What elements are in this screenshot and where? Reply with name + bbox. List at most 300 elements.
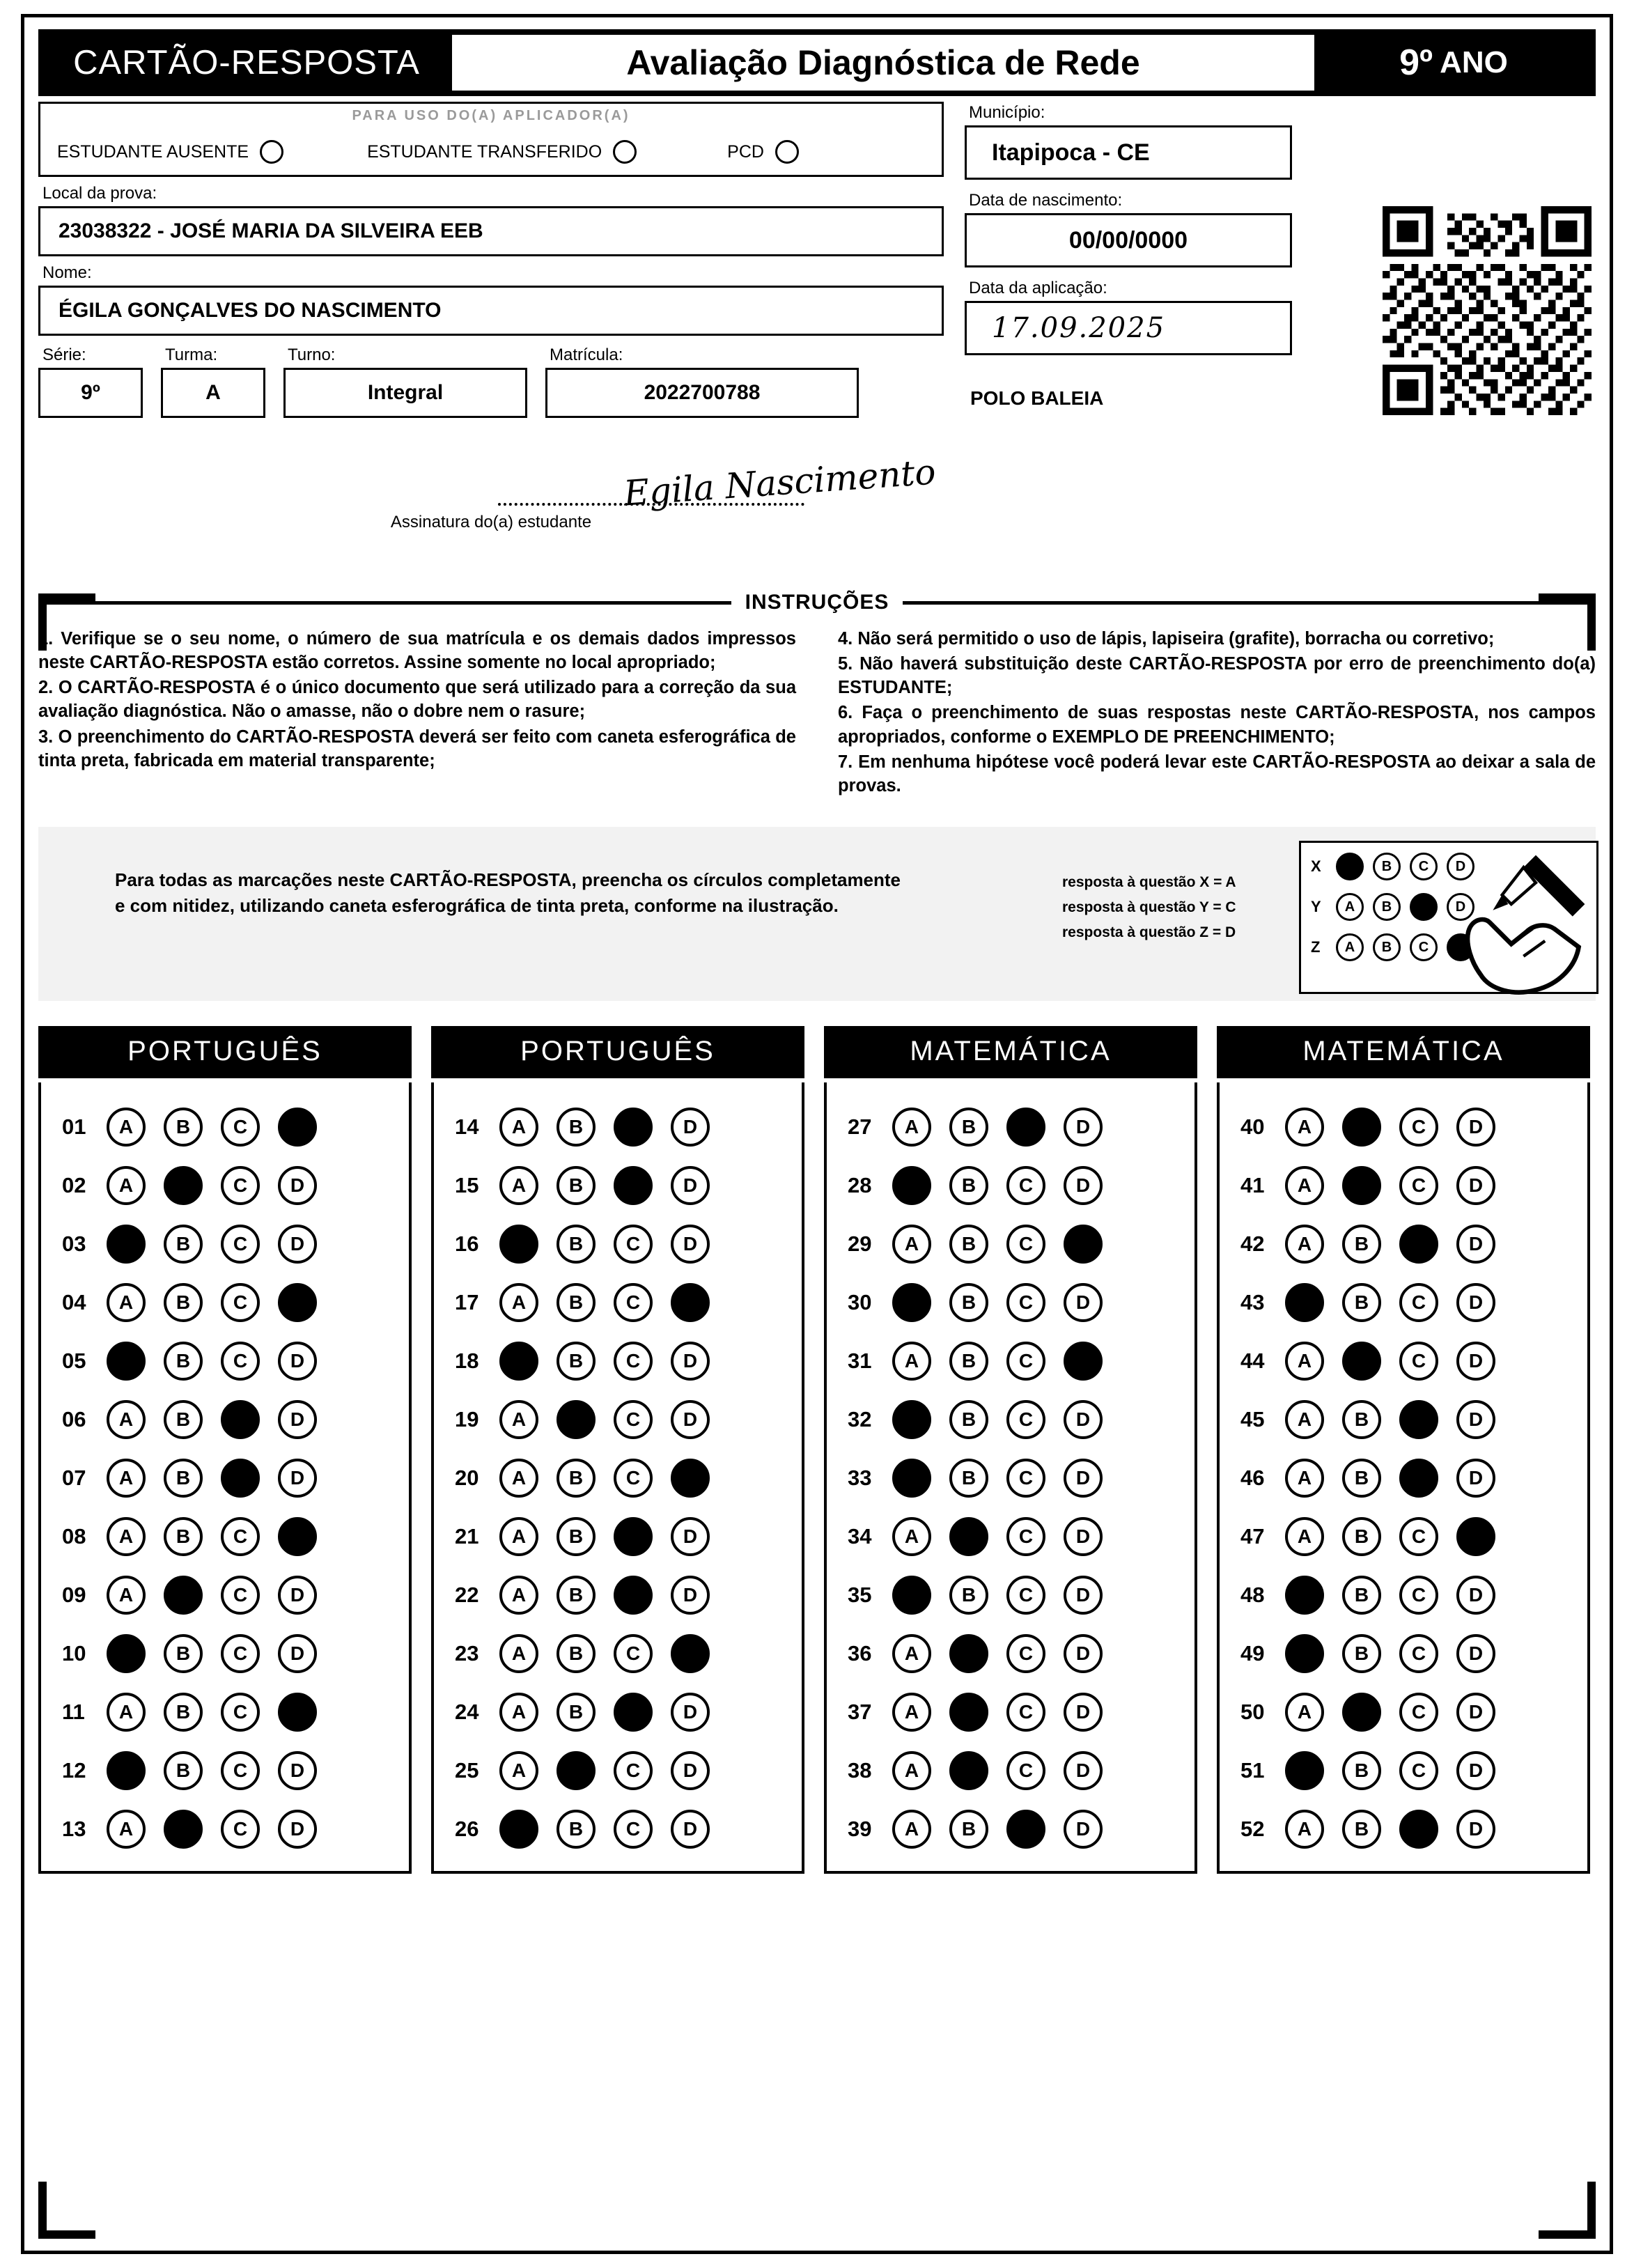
answer-bubble-d[interactable]: D (1456, 1634, 1495, 1673)
answer-bubble-d[interactable] (1064, 1342, 1103, 1381)
answer-bubble-b[interactable]: B (557, 1459, 596, 1498)
answer-bubble-d[interactable] (278, 1108, 317, 1147)
answer-bubble-a[interactable]: A (499, 1400, 538, 1439)
answer-bubble-a[interactable] (1285, 1751, 1324, 1790)
answer-bubble-a[interactable] (1285, 1576, 1324, 1615)
question-number: 28 (848, 1173, 872, 1198)
answer-bubble-c[interactable]: C (1006, 1225, 1045, 1264)
answer-bubble-a[interactable]: A (499, 1576, 538, 1615)
answer-row (41, 1800, 409, 1858)
answer-bubble-a[interactable]: A (892, 1751, 931, 1790)
instruction-item: 6. Faça o preenchimento de suas respostas neste CARTÃO-RESPOSTA, nos campos apropriados, conforme o EXEMPLO DE PREENCHIMENTO; (838, 703, 1596, 747)
answer-bubble-c[interactable]: C (221, 1810, 260, 1849)
answer-bubble-a[interactable] (499, 1810, 538, 1849)
answer-bubble-a[interactable]: A (1285, 1166, 1324, 1205)
matricula-value: 2022700788 (545, 368, 859, 418)
answer-bubble-c[interactable]: C (1399, 1751, 1438, 1790)
question-number: 47 (1240, 1524, 1265, 1549)
nome-value: ÉGILA GONÇALVES DO NASCIMENTO (38, 286, 944, 336)
answer-bubble-d[interactable]: D (1064, 1517, 1103, 1556)
answer-row (1220, 1215, 1587, 1273)
answer-bubble-a[interactable] (1285, 1283, 1324, 1322)
answer-bubble-d[interactable]: D (278, 1400, 317, 1439)
answer-bubble-b[interactable] (557, 1751, 596, 1790)
answer-bubble-d[interactable] (1456, 1517, 1495, 1556)
answer-bubble-d[interactable]: D (1456, 1751, 1495, 1790)
answer-bubble-a[interactable] (107, 1634, 146, 1673)
question-number: 17 (455, 1290, 479, 1315)
example-row-label: X (1311, 857, 1321, 876)
answer-bubble-b[interactable]: B (164, 1634, 203, 1673)
answer-bubble-a[interactable] (892, 1459, 931, 1498)
answer-bubble-d[interactable]: D (278, 1342, 317, 1381)
answer-bubble-c[interactable]: C (1006, 1576, 1045, 1615)
answer-bubble-a[interactable]: A (107, 1166, 146, 1205)
answer-bubble-a[interactable]: A (892, 1810, 931, 1849)
answer-bubble-c[interactable]: C (614, 1459, 653, 1498)
answer-bubble-a[interactable]: A (892, 1693, 931, 1732)
answer-bubble-c[interactable]: C (614, 1634, 653, 1673)
answer-bubble-b[interactable]: B (949, 1459, 988, 1498)
answer-bubble-b[interactable]: B (557, 1634, 596, 1673)
answer-bubble-a[interactable]: A (499, 1634, 538, 1673)
answer-bubble-d[interactable]: D (1064, 1576, 1103, 1615)
answer-bubble-a[interactable]: A (499, 1108, 538, 1147)
answer-bubble-c[interactable] (1399, 1459, 1438, 1498)
answer-bubble-d[interactable]: D (1456, 1342, 1495, 1381)
answer-row (827, 1332, 1195, 1390)
answer-bubble-c[interactable]: C (1399, 1283, 1438, 1322)
answer-bubble-b[interactable]: B (1342, 1751, 1381, 1790)
answer-bubble-d[interactable]: D (671, 1342, 710, 1381)
answer-bubble-d[interactable] (671, 1459, 710, 1498)
municipio-label: Município: (969, 103, 1045, 122)
answer-bubble-c[interactable]: C (1006, 1693, 1045, 1732)
answer-bubble-a[interactable]: A (107, 1283, 146, 1322)
answer-bubble-b[interactable]: B (557, 1108, 596, 1147)
answer-row (1220, 1449, 1587, 1507)
answer-bubble-c[interactable]: C (1006, 1459, 1045, 1498)
answer-bubble-c[interactable]: C (1006, 1283, 1045, 1322)
answer-bubble-b[interactable] (1342, 1166, 1381, 1205)
answer-bubble-d[interactable]: D (1456, 1400, 1495, 1439)
answer-bubble-b[interactable]: B (1342, 1517, 1381, 1556)
answer-bubble-a[interactable] (892, 1576, 931, 1615)
status-absent[interactable] (57, 140, 283, 164)
answer-bubble-b[interactable]: B (1342, 1810, 1381, 1849)
instruction-item: 5. Não haverá substituição deste CARTÃO-RESPOSTA por erro de preenchimento do(a) ESTUDANTE; (838, 654, 1596, 698)
answer-bubble-c[interactable]: C (1006, 1342, 1045, 1381)
answer-bubble-a[interactable] (892, 1166, 931, 1205)
example-bubble-b: B (1373, 933, 1401, 961)
answer-bubble-b[interactable]: B (557, 1225, 596, 1264)
answer-bubble-a[interactable] (1285, 1634, 1324, 1673)
answer-bubble-b[interactable] (164, 1576, 203, 1615)
turma-label: Turma: (165, 345, 218, 364)
instructions-rule-right (903, 601, 1596, 605)
answer-column-body (824, 1082, 1197, 1874)
answer-bubble-a[interactable]: A (1285, 1400, 1324, 1439)
answer-bubble-c[interactable]: C (221, 1693, 260, 1732)
answer-bubble-d[interactable]: D (671, 1751, 710, 1790)
answer-bubble-c[interactable]: C (1399, 1634, 1438, 1673)
answer-bubble-d[interactable]: D (671, 1400, 710, 1439)
answer-bubble-c[interactable] (1399, 1400, 1438, 1439)
answer-bubble-c[interactable] (1399, 1225, 1438, 1264)
answer-bubble-b[interactable]: B (949, 1283, 988, 1322)
example-bubble-a (1336, 853, 1364, 880)
question-number: 07 (62, 1466, 86, 1491)
answer-bubble-d[interactable]: D (671, 1576, 710, 1615)
answer-bubble-b[interactable]: B (164, 1283, 203, 1322)
answer-bubble-d[interactable]: D (1456, 1225, 1495, 1264)
answer-bubble-c[interactable]: C (1399, 1693, 1438, 1732)
answer-bubble-b[interactable]: B (949, 1225, 988, 1264)
answer-bubble-b[interactable]: B (949, 1400, 988, 1439)
answer-bubble-a[interactable]: A (107, 1693, 146, 1732)
example-row-label: Y (1311, 898, 1321, 916)
status-transferred[interactable] (367, 140, 637, 164)
example-bubble-c: C (1410, 853, 1438, 880)
answer-bubble-d[interactable]: D (1064, 1634, 1103, 1673)
question-number: 52 (1240, 1817, 1265, 1842)
answer-bubble-c[interactable]: C (1006, 1751, 1045, 1790)
answer-bubble-d[interactable]: D (278, 1751, 317, 1790)
serie-label: Série: (42, 345, 86, 364)
answer-bubble-d[interactable]: D (1456, 1459, 1495, 1498)
answer-bubble-c[interactable]: C (221, 1108, 260, 1147)
answer-row (827, 1098, 1195, 1156)
answer-row (434, 1566, 802, 1624)
answer-bubble-b[interactable] (1342, 1108, 1381, 1147)
answer-row (434, 1683, 802, 1741)
answer-row (1220, 1800, 1587, 1858)
answer-row (434, 1624, 802, 1683)
answer-bubble-b[interactable] (1342, 1342, 1381, 1381)
answer-bubble-a[interactable] (499, 1225, 538, 1264)
question-number: 03 (62, 1232, 86, 1257)
answer-bubble-d[interactable]: D (1456, 1576, 1495, 1615)
answer-bubble-c[interactable] (614, 1693, 653, 1732)
question-number: 24 (455, 1700, 479, 1725)
answer-bubble-d[interactable]: D (278, 1225, 317, 1264)
example-bubble-b: B (1373, 853, 1401, 880)
answer-row (827, 1156, 1195, 1215)
answer-bubble-b[interactable]: B (164, 1459, 203, 1498)
question-number: 19 (455, 1407, 479, 1432)
answer-row (827, 1273, 1195, 1332)
answer-bubble-b[interactable] (949, 1634, 988, 1673)
applicator-status-box (38, 102, 944, 177)
answer-bubble-a[interactable]: A (107, 1459, 146, 1498)
question-number: 38 (848, 1758, 872, 1783)
answer-bubble-d[interactable]: D (1064, 1400, 1103, 1439)
answer-bubble-d[interactable]: D (671, 1810, 710, 1849)
answer-bubble-b[interactable]: B (557, 1166, 596, 1205)
answer-bubble-a[interactable]: A (1285, 1342, 1324, 1381)
answer-bubble-b[interactable]: B (557, 1283, 596, 1322)
answer-bubble-d[interactable]: D (1456, 1166, 1495, 1205)
answer-bubble-d[interactable]: D (1064, 1108, 1103, 1147)
answer-bubble-d[interactable]: D (1064, 1810, 1103, 1849)
answer-bubble-b[interactable]: B (164, 1342, 203, 1381)
answer-row (41, 1624, 409, 1683)
answer-bubble-b[interactable]: B (164, 1400, 203, 1439)
filling-example-legend (1062, 870, 1236, 945)
answer-bubble-a[interactable]: A (892, 1108, 931, 1147)
legend-line: resposta à questão Z = D (1062, 924, 1236, 941)
answer-bubble-d[interactable]: D (671, 1108, 710, 1147)
answer-row (434, 1390, 802, 1449)
answer-bubble-a[interactable]: A (107, 1810, 146, 1849)
answer-bubble-c[interactable]: C (614, 1400, 653, 1439)
answer-bubble-b[interactable]: B (557, 1342, 596, 1381)
answer-bubble-a[interactable]: A (1285, 1517, 1324, 1556)
answer-bubble-a[interactable]: A (892, 1634, 931, 1673)
answer-bubble-a[interactable]: A (107, 1576, 146, 1615)
answer-column-header: MATEMÁTICA (824, 1026, 1197, 1078)
answer-row (1220, 1098, 1587, 1156)
answer-row (41, 1273, 409, 1332)
answer-bubble-a[interactable]: A (1285, 1810, 1324, 1849)
nome-label: Nome: (42, 263, 92, 282)
answer-bubble-d[interactable]: D (671, 1517, 710, 1556)
example-row-label: Z (1311, 938, 1321, 956)
answer-bubble-a[interactable]: A (499, 1283, 538, 1322)
answer-bubble-c[interactable] (614, 1166, 653, 1205)
instructions-section (38, 591, 1596, 799)
answer-bubble-c[interactable]: C (614, 1810, 653, 1849)
answer-bubble-d[interactable]: D (1456, 1283, 1495, 1322)
answer-bubble-d[interactable]: D (1064, 1166, 1103, 1205)
answer-column-header: MATEMÁTICA (1217, 1026, 1590, 1078)
answer-bubble-c[interactable] (614, 1108, 653, 1147)
answer-bubble-b[interactable]: B (557, 1576, 596, 1615)
answer-bubble-a[interactable]: A (892, 1517, 931, 1556)
answer-bubble-b[interactable]: B (1342, 1400, 1381, 1439)
answer-bubble-d[interactable]: D (671, 1693, 710, 1732)
answer-bubble-c[interactable]: C (1399, 1166, 1438, 1205)
answer-row (41, 1449, 409, 1507)
answer-bubble-d[interactable]: D (1456, 1693, 1495, 1732)
answer-bubble-a[interactable]: A (499, 1166, 538, 1205)
answer-bubble-d[interactable]: D (278, 1166, 317, 1205)
answer-bubble-c[interactable]: C (614, 1225, 653, 1264)
status-pcd-label: PCD (727, 141, 764, 162)
answer-column-body (431, 1082, 804, 1874)
answer-bubble-d[interactable] (1064, 1225, 1103, 1264)
answer-row (1220, 1273, 1587, 1332)
answer-bubble-b[interactable]: B (949, 1342, 988, 1381)
instructions-column-right (838, 627, 1596, 799)
answer-bubble-b[interactable] (949, 1751, 988, 1790)
answer-row (1220, 1332, 1587, 1390)
answer-bubble-d[interactable] (671, 1634, 710, 1673)
answer-bubble-c[interactable] (614, 1576, 653, 1615)
answer-bubble-c[interactable]: C (1006, 1400, 1045, 1439)
answer-bubble-c[interactable]: C (614, 1751, 653, 1790)
question-number: 01 (62, 1114, 86, 1140)
answer-bubble-b[interactable]: B (1342, 1459, 1381, 1498)
answer-bubble-d[interactable]: D (1456, 1810, 1495, 1849)
answer-bubble-c[interactable]: C (221, 1283, 260, 1322)
answer-bubble-a[interactable]: A (499, 1693, 538, 1732)
title-cartao-resposta: CARTÃO-RESPOSTA (73, 44, 420, 81)
question-number: 14 (455, 1114, 479, 1140)
answer-bubble-c[interactable]: C (1399, 1576, 1438, 1615)
answer-bubble-d[interactable]: D (1064, 1459, 1103, 1498)
answer-bubble-d[interactable] (278, 1283, 317, 1322)
question-number: 43 (1240, 1290, 1265, 1315)
question-number: 32 (848, 1407, 872, 1432)
answer-bubble-b[interactable] (949, 1517, 988, 1556)
question-number: 18 (455, 1349, 479, 1374)
identification-section (38, 102, 1596, 561)
answer-bubble-c[interactable]: C (221, 1166, 260, 1205)
answer-bubble-b[interactable] (164, 1810, 203, 1849)
answer-row (41, 1566, 409, 1624)
answer-bubble-b[interactable]: B (164, 1517, 203, 1556)
answer-bubble-b[interactable]: B (1342, 1225, 1381, 1264)
answer-bubble-b[interactable]: B (164, 1108, 203, 1147)
answer-bubble-d[interactable]: D (1064, 1283, 1103, 1322)
answer-bubble-d[interactable] (278, 1693, 317, 1732)
answer-bubble-a[interactable] (892, 1400, 931, 1439)
answer-row (434, 1800, 802, 1858)
answer-bubble-b[interactable]: B (949, 1166, 988, 1205)
answer-bubble-b[interactable]: B (164, 1225, 203, 1264)
answer-bubble-c[interactable]: C (1399, 1517, 1438, 1556)
answer-bubble-b[interactable]: B (164, 1751, 203, 1790)
answer-bubble-b[interactable]: B (949, 1810, 988, 1849)
answer-bubble-c[interactable]: C (614, 1342, 653, 1381)
answer-bubble-c[interactable] (1006, 1810, 1045, 1849)
answer-bubble-b[interactable]: B (1342, 1576, 1381, 1615)
question-number: 44 (1240, 1349, 1265, 1374)
status-pcd[interactable] (727, 140, 799, 164)
answer-bubble-c[interactable]: C (614, 1283, 653, 1322)
answer-bubble-c[interactable]: C (221, 1751, 260, 1790)
answer-bubble-d[interactable]: D (278, 1459, 317, 1498)
answer-bubble-a[interactable] (892, 1283, 931, 1322)
answer-bubble-c[interactable]: C (1399, 1342, 1438, 1381)
answer-row (41, 1098, 409, 1156)
answer-bubble-a[interactable]: A (107, 1108, 146, 1147)
status-transferred-bubble-icon[interactable] (613, 140, 637, 164)
answer-bubble-b[interactable]: B (557, 1693, 596, 1732)
answer-bubble-a[interactable]: A (1285, 1693, 1324, 1732)
question-number: 49 (1240, 1641, 1265, 1666)
answer-bubble-b[interactable]: B (1342, 1634, 1381, 1673)
answer-bubble-b[interactable]: B (949, 1576, 988, 1615)
answer-bubble-b[interactable]: B (1342, 1283, 1381, 1322)
question-number: 26 (455, 1817, 479, 1842)
answer-bubble-c[interactable] (221, 1459, 260, 1498)
answer-bubble-a[interactable]: A (892, 1225, 931, 1264)
question-number: 05 (62, 1349, 86, 1374)
answer-bubble-c[interactable] (614, 1517, 653, 1556)
answer-bubble-d[interactable]: D (671, 1166, 710, 1205)
answer-bubble-c[interactable]: C (221, 1517, 260, 1556)
answer-bubble-c[interactable] (221, 1400, 260, 1439)
answer-bubble-d[interactable]: D (278, 1576, 317, 1615)
answer-row (827, 1683, 1195, 1741)
answer-bubble-a[interactable]: A (499, 1751, 538, 1790)
answer-column (1217, 1026, 1590, 1874)
answer-bubble-c[interactable]: C (1006, 1517, 1045, 1556)
status-pcd-bubble-icon[interactable] (775, 140, 799, 164)
instructions-title: INSTRUÇÕES (745, 591, 889, 614)
answer-bubble-b[interactable]: B (949, 1108, 988, 1147)
serie-value: 9º (38, 368, 143, 418)
instruction-item: 3. O preenchimento do CARTÃO-RESPOSTA deverá ser feito com caneta esferográfica de tinta preta, fabricada em material transparente; (38, 727, 796, 770)
answer-bubble-c[interactable]: C (1006, 1166, 1045, 1205)
answer-bubble-c[interactable]: C (221, 1634, 260, 1673)
question-number: 22 (455, 1583, 479, 1608)
answer-bubble-a[interactable]: A (1285, 1459, 1324, 1498)
answer-bubble-a[interactable]: A (499, 1459, 538, 1498)
answer-bubble-b[interactable] (164, 1166, 203, 1205)
answer-bubble-a[interactable]: A (107, 1400, 146, 1439)
answer-row (827, 1390, 1195, 1449)
answer-bubble-c[interactable]: C (1399, 1108, 1438, 1147)
answer-bubble-a[interactable] (107, 1751, 146, 1790)
answer-bubble-d[interactable]: D (1064, 1751, 1103, 1790)
answer-bubble-c[interactable]: C (1006, 1634, 1045, 1673)
answer-bubble-a[interactable]: A (499, 1517, 538, 1556)
answer-bubble-d[interactable] (278, 1517, 317, 1556)
question-number: 34 (848, 1524, 872, 1549)
answer-row (41, 1390, 409, 1449)
answer-bubble-b[interactable] (1342, 1693, 1381, 1732)
answer-bubble-c[interactable]: C (221, 1225, 260, 1264)
answer-bubble-d[interactable]: D (1456, 1108, 1495, 1147)
answer-bubble-d[interactable]: D (1064, 1693, 1103, 1732)
question-number: 25 (455, 1758, 479, 1783)
answer-bubble-a[interactable] (107, 1225, 146, 1264)
instructions-column-left (38, 627, 796, 799)
answer-bubble-a[interactable]: A (892, 1342, 931, 1381)
answer-bubble-b[interactable] (949, 1693, 988, 1732)
answer-bubble-d[interactable]: D (278, 1634, 317, 1673)
answer-row (827, 1566, 1195, 1624)
answer-bubble-b[interactable] (557, 1400, 596, 1439)
answer-bubble-c[interactable]: C (221, 1576, 260, 1615)
answer-bubble-a[interactable] (499, 1342, 538, 1381)
question-number: 37 (848, 1700, 872, 1725)
answer-row (1220, 1624, 1587, 1683)
answer-bubble-c[interactable] (1006, 1108, 1045, 1147)
answer-bubble-a[interactable]: A (1285, 1108, 1324, 1147)
answer-bubble-d[interactable]: D (671, 1225, 710, 1264)
answer-column-body (1217, 1082, 1590, 1874)
answer-bubble-c[interactable] (1399, 1810, 1438, 1849)
answer-bubble-b[interactable]: B (557, 1517, 596, 1556)
answer-bubble-a[interactable] (107, 1342, 146, 1381)
answer-bubble-b[interactable]: B (557, 1810, 596, 1849)
answer-bubble-c[interactable]: C (221, 1342, 260, 1381)
answer-bubble-d[interactable] (671, 1283, 710, 1322)
answer-bubble-b[interactable]: B (164, 1693, 203, 1732)
nascimento-label: Data de nascimento: (969, 191, 1123, 210)
question-number: 23 (455, 1641, 479, 1666)
answer-bubble-a[interactable]: A (1285, 1225, 1324, 1264)
question-number: 04 (62, 1290, 86, 1315)
status-absent-bubble-icon[interactable] (260, 140, 283, 164)
answer-row (434, 1449, 802, 1507)
answer-bubble-a[interactable]: A (107, 1517, 146, 1556)
answer-bubble-d[interactable]: D (278, 1810, 317, 1849)
